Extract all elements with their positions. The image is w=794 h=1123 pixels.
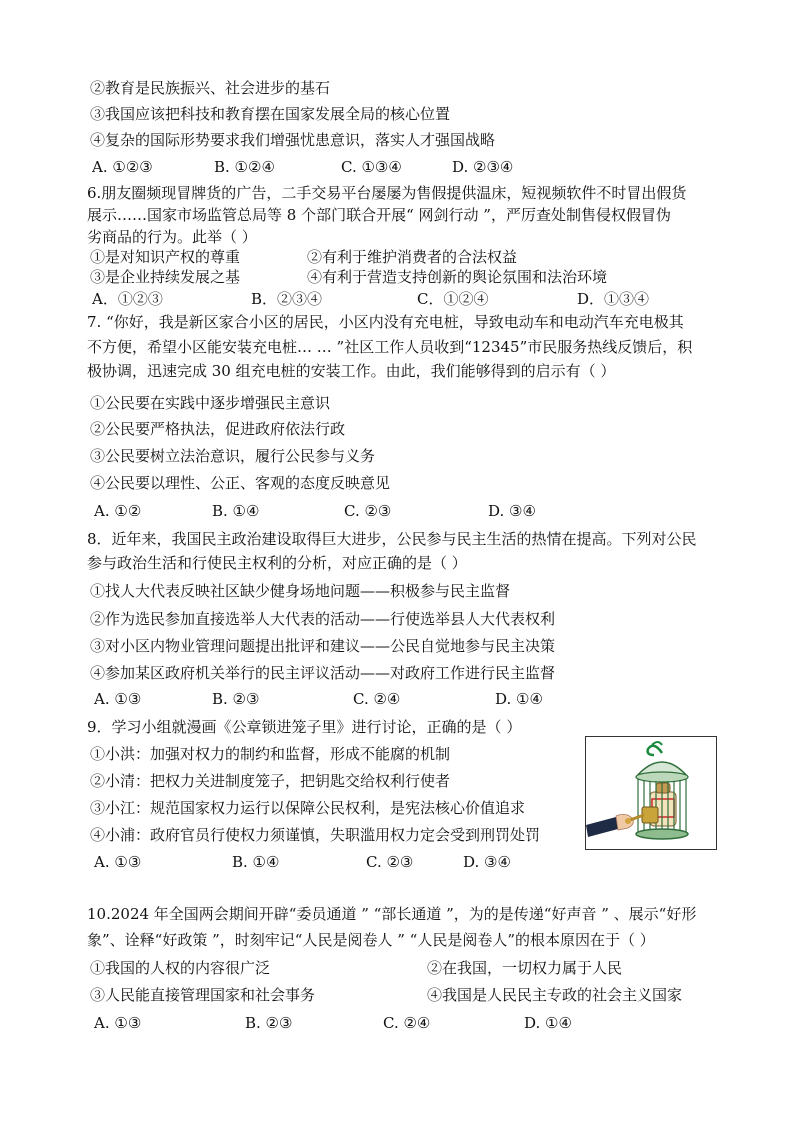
q10-statement-4: ④我国是人民民主专政的社会主义国家 (427, 986, 683, 1004)
q6-statement-4: ④有利于营造支持创新的舆论氛围和法治环境 (307, 268, 608, 286)
q7-option-d[interactable]: D. ③④ (488, 502, 536, 520)
q5-options (92, 158, 513, 176)
q9-options (94, 853, 511, 871)
q9-statement-3: ③小江：规范国家权力运行以保障公民权利，是宪法核心价值追求 (90, 799, 526, 817)
q7-stem-line-3: 极协调，迅速完成 30 组充电桩的安装工作。由此，我们能够得到的启示有（ ） (87, 362, 616, 380)
q8-stem-line-1: 8．近年来，我国民主政治建设取得巨大进步，公民参与民主生活的热情在提高。下列对公民 (87, 530, 697, 548)
cartoon-seal-locked-in-cage (585, 736, 717, 850)
q8-stem-line-2: 参与政治生活和行使民主权利的分析，对应正确的是（ ） (87, 554, 467, 572)
q9-stem-line-1: 9．学习小组就漫画《公章锁进笼子里》进行讨论，正确的是（ ） (87, 718, 522, 736)
q10-option-c[interactable]: C. ②④ (383, 1014, 431, 1032)
q7-option-a[interactable]: A. ①② (94, 502, 142, 520)
q7-stem-line-1: 7. “你好，我是新区家合小区的居民，小区内没有充电桩，导致电动车和电动汽车充电极其 (87, 313, 684, 331)
q9-statement-4: ④小浦：政府官员行使权力须谨慎，失职滥用权力定会受到刑罚处罚 (90, 826, 541, 844)
q8-statement-1: ①找人大代表反映社区缺少健身场地问题——积极参与民主监督 (90, 582, 511, 600)
q10-statement-row-1 (90, 959, 622, 977)
q7-option-c[interactable]: C. ②③ (344, 502, 392, 520)
q6-stem-line-1: 6.朋友圈频现冒牌货的广告，二手交易平台屡屡为售假提供温床，短视频软件不时冒出假货 (87, 184, 687, 202)
q10-option-d[interactable]: D. ①④ (524, 1014, 572, 1032)
q10-stem-line-1: 10.2024 年全国两会期间开辟“委员通道 ” “部长通道 ”，为的是传递“好声音 ” 、展示“好形 (87, 905, 697, 923)
q5-option-a[interactable]: A. ①②③ (92, 158, 153, 176)
q6-option-b[interactable]: B．②③④ (251, 290, 323, 308)
q8-statement-3: ③对小区内物业管理问题提出批评和建议——公民自觉地参与民主决策 (90, 637, 556, 655)
q7-option-b[interactable]: B. ①④ (212, 502, 260, 520)
q10-statement-2: ②在我国，一切权力属于人民 (427, 959, 623, 977)
q5-option-d[interactable]: D. ②③④ (452, 158, 514, 176)
q5-option-c[interactable]: C. ①③④ (341, 158, 402, 176)
q5-option-b[interactable]: B. ①②④ (214, 158, 275, 176)
q6-option-d[interactable]: D．①③④ (577, 290, 650, 308)
q8-option-d[interactable]: D. ①④ (495, 690, 543, 708)
q10-statement-1: ①我国的人权的内容很广泛 (90, 959, 271, 977)
q6-statement-row-1 (90, 248, 517, 266)
q9-statement-1: ①小洪：加强对权力的制约和监督，形成不能腐的机制 (90, 745, 451, 763)
q6-options (92, 290, 649, 308)
q6-option-a[interactable]: A．①②③ (92, 290, 163, 308)
q5-statement-4: ④复杂的国际形势要求我们增强忧患意识，落实人才强国战略 (90, 131, 496, 149)
q8-statement-4: ④参加某区政府机关举行的民主评议活动——对政府工作进行民主监督 (90, 664, 556, 682)
q6-statement-1: ①是对知识产权的尊重 (90, 248, 241, 266)
q7-statement-2: ②公民要严格执法，促进政府依法行政 (90, 420, 346, 438)
q9-option-b[interactable]: B. ①④ (232, 853, 280, 871)
q8-option-b[interactable]: B. ②③ (212, 690, 260, 708)
q8-statement-2: ②作为选民参加直接选举人大代表的活动——行使选举县人大代表权利 (90, 610, 556, 628)
q9-option-a[interactable]: A. ①③ (94, 853, 142, 871)
q6-statement-3: ③是企业持续发展之基 (90, 268, 241, 286)
q6-statement-row-2 (90, 268, 607, 286)
q6-statement-2: ②有利于维护消费者的合法权益 (307, 248, 518, 266)
q7-statement-3: ③公民要树立法治意识，履行公民参与义务 (90, 447, 376, 465)
q6-stem-line-3: 劣商品的行为。此举（ ） (87, 228, 257, 246)
q7-options (94, 502, 536, 520)
q8-option-c[interactable]: C. ②④ (353, 690, 401, 708)
q8-option-a[interactable]: A. ①③ (94, 690, 142, 708)
q6-stem-line-2: 展示……国家市场监管总局等 8 个部门联合开展“ 网剑行动 ”，严厉查处制售侵权假冒伪 (87, 206, 671, 224)
q7-statement-1: ①公民要在实践中逐步增强民主意识 (90, 394, 331, 412)
q5-statement-3: ③我国应该把科技和教育摆在国家发展全局的核心位置 (90, 105, 451, 123)
q10-options (94, 1014, 572, 1032)
q5-statement-2: ②教育是民族振兴、社会进步的基石 (90, 79, 331, 97)
cage-illustration (586, 737, 716, 849)
q9-option-d[interactable]: D. ③④ (463, 853, 511, 871)
q9-statement-2: ②小清：把权力关进制度笼子，把钥匙交给权利行使者 (90, 772, 451, 790)
q10-option-b[interactable]: B. ②③ (245, 1014, 293, 1032)
q7-stem-line-2: 不方便，希望小区能安装充电桩… … ”社区工作人员收到“12345”市民服务热线反馈后，积 (87, 338, 693, 356)
q8-options (94, 690, 543, 708)
q10-statement-row-2 (90, 986, 682, 1004)
q6-option-c[interactable]: C．①②④ (417, 290, 489, 308)
q10-stem-line-2: 象”、诠释“好政策 ”，时刻牢记“人民是阅卷人 ” “人民是阅卷人”的根本原因在于（ ） (87, 931, 655, 949)
q10-option-a[interactable]: A. ①③ (94, 1014, 142, 1032)
q7-statement-4: ④公民要以理性、公正、客观的态度反映意见 (90, 474, 391, 492)
q9-option-c[interactable]: C. ②③ (366, 853, 414, 871)
q10-statement-3: ③人民能直接管理国家和社会事务 (90, 986, 316, 1004)
